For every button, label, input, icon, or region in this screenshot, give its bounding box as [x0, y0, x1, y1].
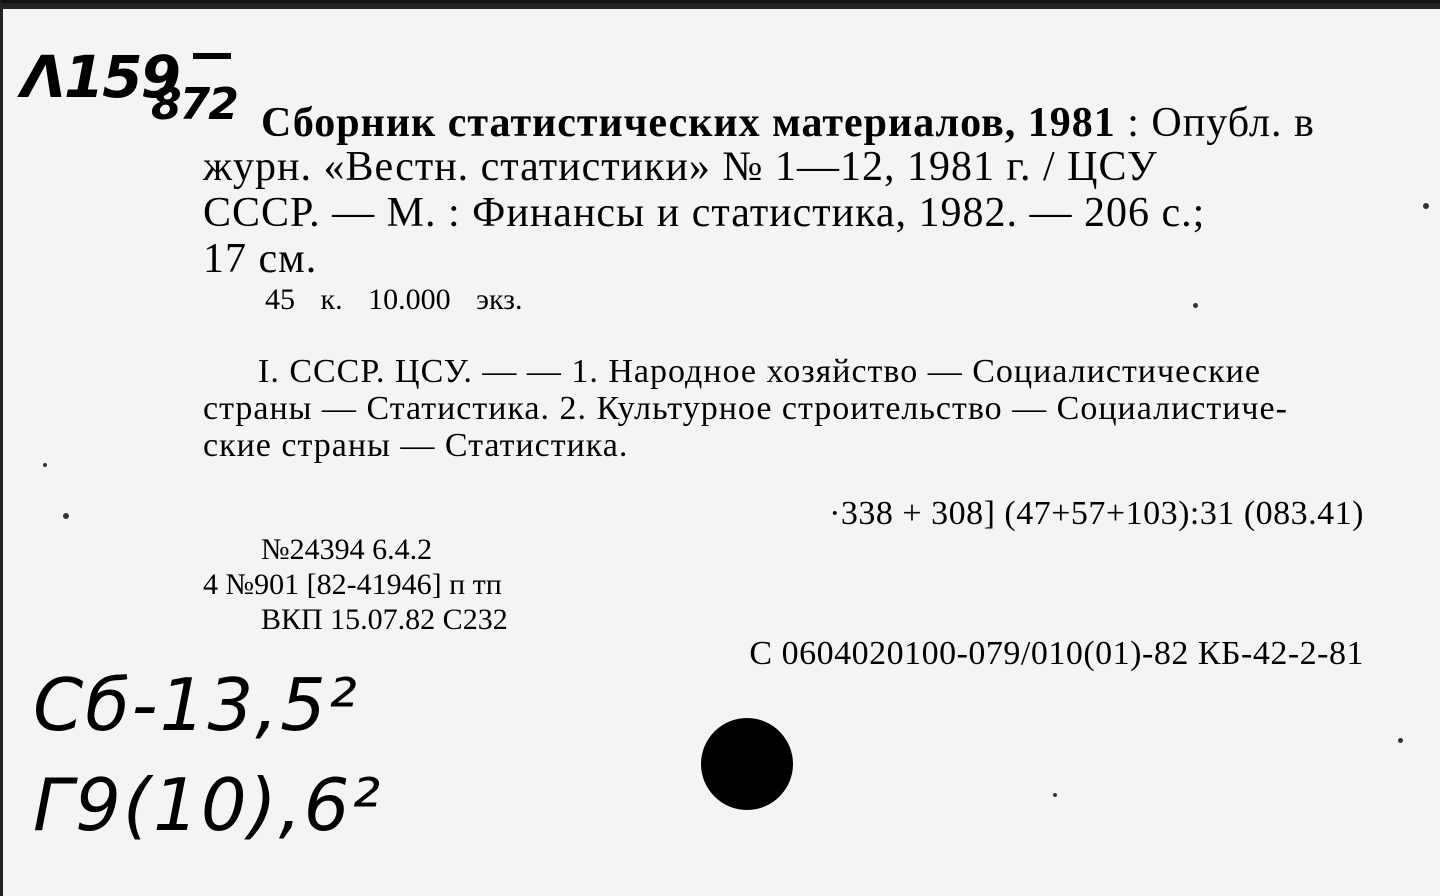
record-line-2: журн. «Вестн. статистики» № 1—12, 1981 г. / ЦСУ: [203, 144, 1158, 190]
scan-speck: [1053, 793, 1057, 797]
subject-line-3: ские страны — Статистика.: [203, 427, 629, 464]
scan-speck: [43, 463, 47, 467]
order-number: №24394 6.4.2: [261, 533, 433, 566]
handwritten-call-number: Λ159: [21, 43, 179, 111]
record-line-3: СССР. — М. : Финансы и статистика, 1982. — 206 с.;: [203, 190, 1206, 236]
record-title-continuation: : Опубл. в: [1115, 100, 1315, 146]
price-and-print-run: 45 к. 10.000 экз.: [265, 283, 523, 316]
subject-line-2: страны — Статистика. 2. Культурное строительство — Социалистиче-: [203, 390, 1288, 427]
scan-speck: [63, 513, 69, 519]
scan-speck: [1398, 738, 1403, 743]
handwritten-inventory-number: 872: [151, 79, 237, 130]
handwritten-shelf-mark-1: Сб-13,5²: [33, 663, 359, 747]
record-title: Сборник статистических материалов, 1981: [261, 100, 1116, 146]
subject-line-1: I. СССР. ЦСУ. — — 1. Народное хозяйство — Социалистические: [258, 353, 1261, 390]
record-title-line: [261, 99, 1315, 147]
scan-speck: [1423, 203, 1429, 209]
scan-speck: [1193, 303, 1198, 308]
publication-index: С 0604020100-079/010(01)-82 КБ-42-2-81: [749, 635, 1364, 672]
classification-formula: ·338 + 308] (47+57+103):31 (083.41): [829, 495, 1364, 532]
vkp-code: ВКП 15.07.82 С232: [261, 603, 508, 636]
card-number: 4 №901 [82-41946] п тп: [203, 568, 502, 601]
card-punch-hole: [701, 718, 793, 810]
inventory-overline: [193, 53, 231, 59]
handwritten-shelf-mark-2: Г9(10),6²: [33, 763, 383, 847]
record-line-4: 17 см.: [203, 236, 318, 282]
card-top-edge: [3, 3, 1440, 9]
